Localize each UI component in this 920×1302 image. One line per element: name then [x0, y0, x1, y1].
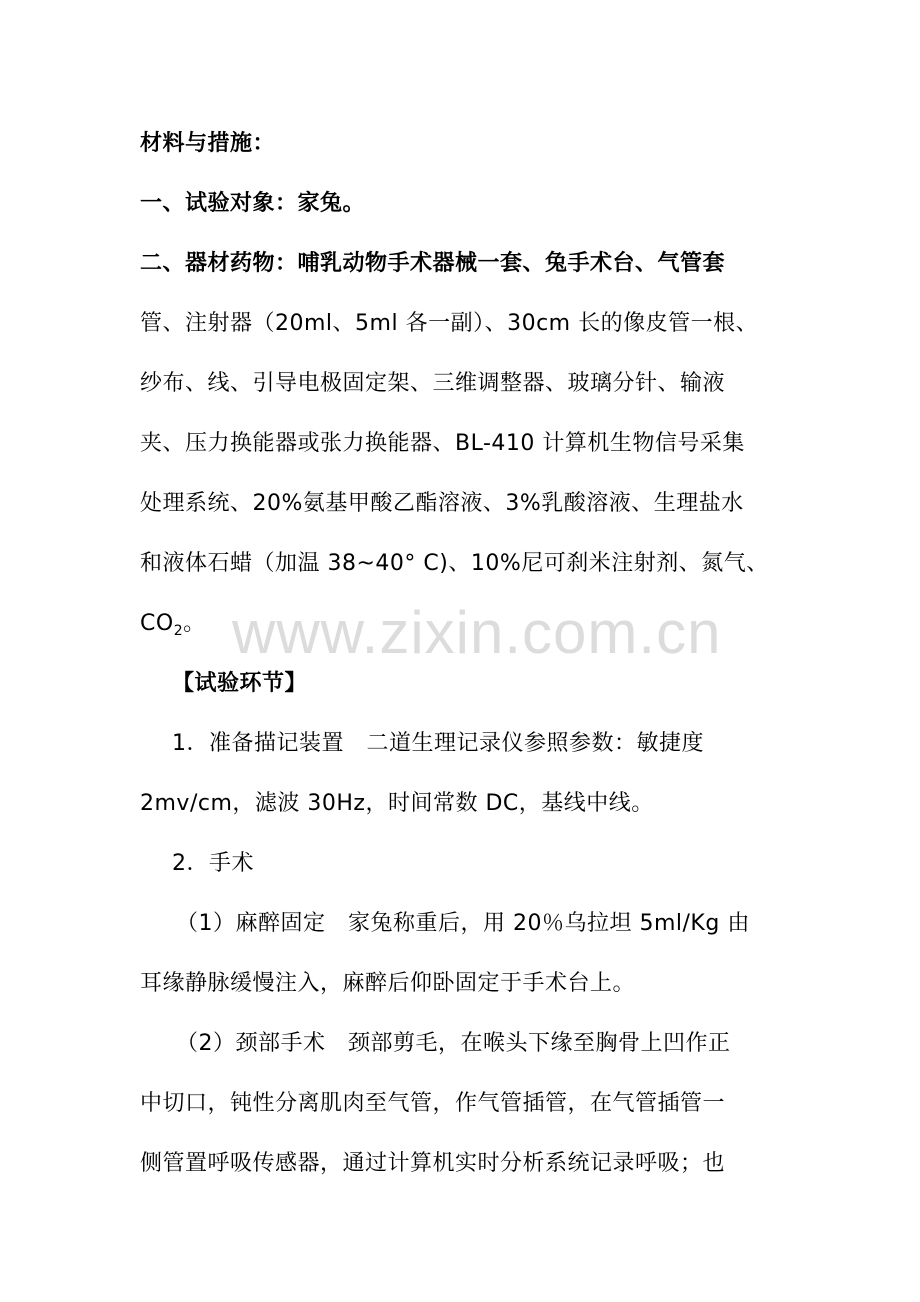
paragraph-equipment-line-1: 二、器材药物：哺乳动物手术器械一套、兔手术台、气管套 — [140, 251, 726, 276]
step-1-line-2: 2mv/cm，滤波 30Hz，时间常数 DC，基线中线。 — [140, 791, 654, 816]
watermark-text: www.zixin.com.cn — [232, 599, 722, 666]
section-heading-materials: 材料与措施： — [140, 131, 276, 156]
step-2b-line-3: 侧管置呼吸传感器，通过计算机实时分析系统记录呼吸；也 — [140, 1151, 726, 1176]
paragraph-equipment-line-2: 管、注射器（20ml、5ml 各一副）、30cm 长的像皮管一根、 — [140, 311, 759, 336]
co2-subscript: 2 — [173, 623, 184, 639]
step-2a-line-2: 耳缘静脉缓慢注入，麻醉后仰卧固定于手术台上。 — [140, 971, 636, 996]
paragraph-equipment-line-6: 和液体石蜡（加温 38~40° C)、10%尼可刹米注射剂、氮气、 — [140, 551, 769, 576]
period-mark: 。 — [183, 611, 206, 636]
co2-text: CO — [140, 611, 174, 636]
step-2-heading: 2．手术 — [172, 851, 254, 876]
paragraph-equipment-line-7 — [140, 609, 206, 646]
step-2b-line-2: 中切口，钝性分离肌肉至气管，作气管插管，在气管插管一 — [140, 1091, 726, 1116]
paragraph-equipment-line-3: 纱布、线、引导电极固定架、三维调整器、玻璃分针、输液 — [140, 371, 726, 396]
section-title-steps: 【试验环节】 — [172, 671, 308, 696]
paragraph-equipment-line-4: 夹、压力换能器或张力换能器、BL-410 计算机生物信号采集 — [140, 431, 745, 456]
paragraph-subject: 一、试验对象：家兔。 — [140, 191, 366, 216]
paragraph-equipment-line-5: 处理系统、20%氨基甲酸乙酯溶液、3%乳酸溶液、生理盐水 — [140, 491, 744, 516]
step-2a-line-1: （1）麻醉固定 家兔称重后，用 20％乌拉坦 5ml/Kg 由 — [176, 911, 750, 936]
step-1-line-1: 1．准备描记装置 二道生理记录仪参照参数：敏捷度 — [172, 731, 704, 756]
step-2b-line-1: （2）颈部手术 颈部剪毛，在喉头下缘至胸骨上凹作正 — [176, 1031, 731, 1056]
